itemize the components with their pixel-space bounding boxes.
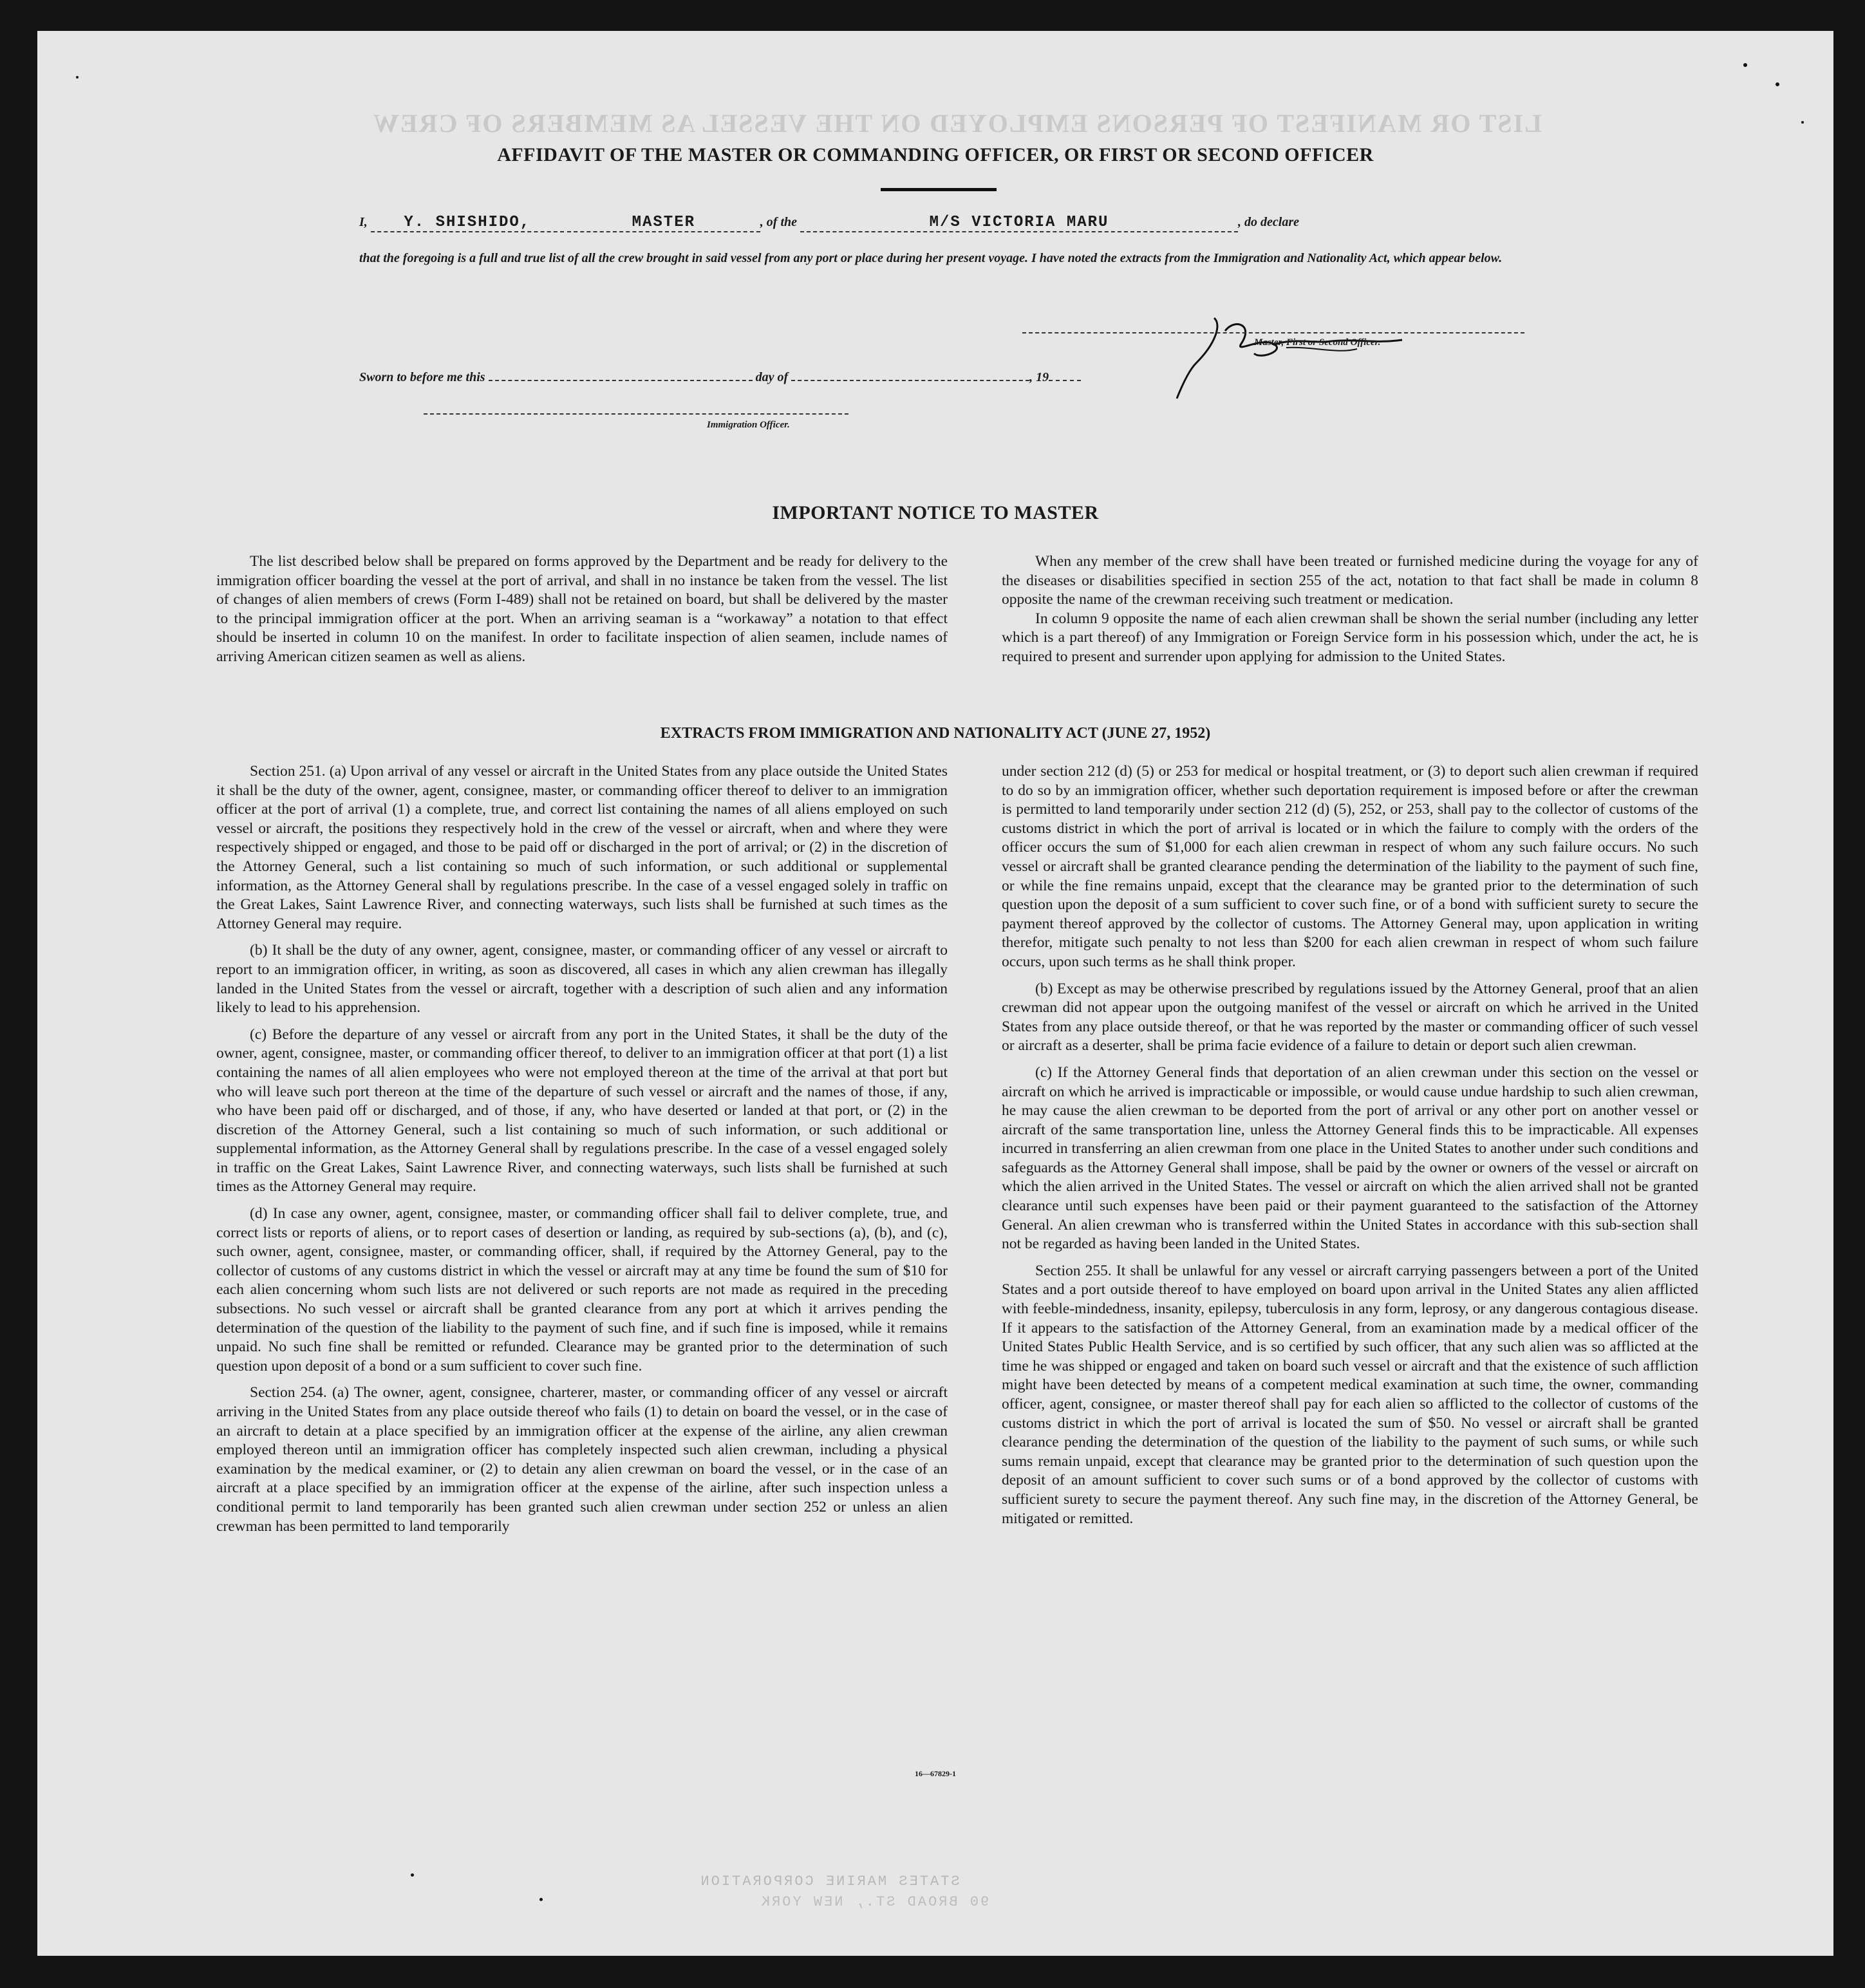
notice-title: IMPORTANT NOTICE TO MASTER	[772, 502, 1099, 523]
officer-rank-field[interactable]: MASTER	[567, 214, 760, 232]
extracts-title: EXTRACTS FROM IMMIGRATION AND NATIONALITY ACT (JUNE 27, 1952)	[660, 725, 1211, 742]
form-number: 16—67829-1	[915, 1769, 956, 1778]
notice-right-column	[1002, 552, 1698, 667]
notice-left-column	[216, 552, 948, 667]
sworn-year-field[interactable]	[1049, 364, 1081, 381]
immigration-officer-line[interactable]	[424, 413, 848, 415]
immigration-officer-caption: Immigration Officer.	[707, 420, 790, 430]
declaration-text: that the foregoing is a full and true list of all the crew brought in said vessel from any port or place during her present voyage. I have noted the extracts from the Immigration and Nationality Act, which appear below.	[359, 251, 1503, 265]
i-label: I,	[359, 215, 368, 229]
sworn-row	[359, 364, 1261, 385]
section-254c-paragraph: (c) If the Attorney General finds that deportation of an alien crewman under this section on the vessel or aircraft on which he arrived is impracticable or impossible, or would cause undue hardship to such alien crewman, he may cause the alien crewman to be deported from the port of arrival or any other port on another vessel or aircraft of the same transportation line, unless the Attorney General finds this to be impracticable. All expenses incurred in transferring an alien crewman from one place in the United States to another under such conditions and safeguards as the Attorney General shall impose, shall be paid by the owner or owners of the vessel or aircraft on which the alien arrived in the United States. The vessel or aircraft on which the alien arrived shall not be granted clearance until such expenses have been paid or their payment guaranteed to the satisfaction of the Attorney General. An alien crewman who is transferred within the United States in accordance with this sub-section shall not be regarded as having been landed in the United States.	[1002, 1064, 1698, 1253]
extracts-left-column	[216, 762, 948, 1544]
section-251d-paragraph: (d) In case any owner, agent, consignee, master, or commanding officer shall fail to deliver complete, true, and correct lists or reports of aliens, or to report cases of desertion or landing, as required by sub-sections (a), (b), and (c), such owner, agent, consignee, master, or commanding officer, shall, if required by the Attorney General, pay to the collector of customs of any customs district in which the vessel or aircraft may at any time be found the sum of $10 for each alien concerning whom such lists are not delivered or such reports are not made as required in the preceding subsections. No such vessel or aircraft shall be granted clearance from any port at which it arrives pending the determination of the question of the liability to the payment of such fine, and if such fine is imposed, while it remains unpaid. No such fine shall be remitted or refunded. Clearance may be granted prior to the determination of such question upon deposit of a bond or a sum sufficient to cover such fine.	[216, 1205, 948, 1374]
signature-caption: Master, First or Second Officer.	[1254, 337, 1381, 348]
section-255-paragraph: Section 255. It shall be unlawful for any vessel or aircraft carrying passengers between a port of the United States and a port outside thereof to have employed on board upon arrival in the United States any alien afflicted with feeble-mindedness, insanity, epilepsy, tuberculosis in any form, leprosy, or any dangerous contagious disease. If it appears to the satisfaction of the Attorney General, from an examination made by a medical officer of the United States Public Health Service, and is so certified by such officer, that any such alien was so afflicted at the time he was shipped or engaged and taken on board such vessel or aircraft and that the existence of such affliction might have been detected by means of a competent medical examination at such time, the owner, commanding officer, agent, consignee, or master thereof shall pay for each alien so afflicted to the collector of customs of the customs district in which the port of arrival is located the sum of $50. No vessel or aircraft shall be granted clearance pending the determination of the question of the liability to the payment of such sums, or while such sums remain unpaid, except that clearance may be granted prior to the determination of such question upon the deposit of an amount sufficient to cover such sums or of a bond approved by the collector of customs with sufficient surety to secure the payment thereof. Any such fine may, in the discretion of the Attorney General, be mitigated or remitted.	[1002, 1262, 1698, 1527]
signature-line[interactable]	[1022, 332, 1524, 333]
speck-mark	[1801, 121, 1804, 124]
year-label: , 19	[1029, 370, 1049, 384]
section-251a-paragraph: Section 251. (a) Upon arrival of any vessel or aircraft in the United States from any place outside the United States it shall be the duty of the owner, agent, consignee, master, or commanding officer thereof to deliver to an immigration officer at the port of arrival (1) a complete, true, and correct list containing the names of all aliens employed on such vessel or aircraft, the positions they respectively hold in the crew of the vessel or aircraft, when and where they were respectively shipped or engaged, and those to be paid off or discharged in the port of arrival; or (2) in the discretion of the Attorney General, such a list containing so much of such information, or such additional or supplemental information, as the Attorney General shall by regulations prescribe. In the case of a vessel engaged solely in traffic on the Great Lakes, Saint Lawrence River, and connecting waterways, such lists shall be furnished at such times as the Attorney General may require.	[216, 763, 948, 932]
day-of-label: day of	[755, 370, 789, 384]
title-rule	[881, 188, 997, 191]
declaration-row	[359, 214, 1582, 232]
affidavit-title: AFFIDAVIT OF THE MASTER OR COMMANDING OFFICER, OR FIRST OR SECOND OFFICER	[497, 144, 1374, 165]
bleed-through-footer: STATES MARINE CORPORATION	[698, 1873, 960, 1890]
sworn-label: Sworn to before me this	[359, 370, 485, 384]
signature-mark	[1164, 299, 1512, 402]
section-254a-continued: under section 212 (d) (5) or 253 for medical or hospital treatment, or (3) to deport such alien crewman if required to do so by an immigration officer, whether such deportation requirement is imposed before or after the crewman is permitted to land temporarily under section 212 (d) (5), 252, or 253, shall pay to the collector of customs of the customs district in which the port of arrival is located or in which the failure to comply with the orders of the officer occurs the sum of $1,000 for each alien crewman in respect of whom any such failure occurs. No such vessel or aircraft shall be granted clearance pending the determination of the liability to the payment of such fine, or while the fine remains unpaid, except that the clearance may be granted prior to the determination of such question upon the deposit of a sum sufficient to cover such fine, or of a bond with sufficient surety to secure the payment thereof approved by the collector of customs. The Attorney General may, upon application in writing therefor, mitigate such penalty to not less than $200 for each alien crewman in respect of whom such failure occurs, upon such terms as he shall think proper.	[1002, 763, 1698, 970]
speck-mark	[1743, 63, 1747, 67]
section-254b-paragraph: (b) Except as may be otherwise prescribed by regulations issued by the Attorney General, proof that an alien crewman did not appear upon the outgoing manifest of the vessel or aircraft on which he arrived in the United States from any place outside thereof, or that he was reported by the master or commanding officer of such vessel or aircraft as a deserter, shall be prima facie evidence of a failure to detain or deport such alien crewman.	[1002, 980, 1698, 1055]
notice-paragraph: The list described below shall be prepared on forms approved by the Department and be ready for delivery to the immigration officer boarding the vessel at the port of arrival, and shall in no instance be taken from the vessel. The list of changes of alien members of crews (Form I-489) shall not be retained on board, but shall be delivered by the master to the principal immigration officer at the port. When an arriving seaman is a “workaway” a notation to that effect should be inserted in column 10 on the manifest. In order to facilitate inspection of alien seamen, include names of arriving American citizen seamen as well as aliens.	[216, 553, 948, 665]
speck-mark	[76, 76, 79, 79]
bleed-through-footer-address: 90 BROAD ST., NEW YORK	[759, 1894, 989, 1910]
document-page	[37, 31, 1833, 1956]
speck-mark	[1776, 82, 1779, 86]
speck-mark	[539, 1898, 543, 1901]
officer-name-field[interactable]: Y. SHISHIDO,	[371, 214, 564, 232]
sworn-day-field[interactable]	[489, 364, 753, 381]
notice-paragraph: In column 9 opposite the name of each alien crewman shall be shown the serial number (including any letter which is a part thereof) of any Immigration or Foreign Service form in his possession which, under the act, he is required to present and surrender upon applying for admission to the United States.	[1002, 610, 1698, 665]
of-the-label: , of the	[760, 215, 798, 229]
section-254a-paragraph: Section 254. (a) The owner, agent, consignee, charterer, master, or commanding officer of any vessel or aircraft arriving in the United States from any place outside thereof who fails (1) to detain on board the vessel, or in the case of an aircraft to detain at a place specified by an immigration officer at the expense of the airline, any alien crewman employed thereon until an immigration officer has completely inspected such alien crewman, including a physical examination by the medical examiner, or (2) to detain any alien crewman on board the vessel, or in the case of an aircraft at a place specified by an immigration officer at the expense of the airline, after such inspection unless a conditional permit to land temporarily has been granted such alien crewman under section 252 or unless an alien crewman has been permitted to land temporarily	[216, 1384, 948, 1535]
notice-paragraph: When any member of the crew shall have been treated or furnished medicine during the voyage for any of the diseases or disabilities specified in section 255 of the act, notation to that fact shall be made in column 8 opposite the name of the crewman receiving such treatment or medication.	[1002, 553, 1698, 608]
section-251b-paragraph: (b) It shall be the duty of any owner, agent, consignee, master, or commanding officer of any vessel or aircraft to report to an immigration officer, in writing, as soon as discovered, all cases in which any alien crewman has illegally landed in the United States from the vessel or aircraft, together with a description of such alien and any information likely to lead to his apprehension.	[216, 942, 948, 1017]
speck-mark	[411, 1873, 414, 1877]
extracts-right-column	[1002, 762, 1698, 1536]
vessel-name-field[interactable]: M/S VICTORIA MARU	[800, 214, 1238, 232]
section-251c-paragraph: (c) Before the departure of any vessel or aircraft from any port in the United States, it shall be the duty of the owner, agent, consignee, master, or commanding officer thereof, to deliver to an immigration officer at that port (1) a list containing the names of all alien employees who were not employed thereon at the time of the arrival at that port but who will leave such port thereon at the time of the departure of such vessel or aircraft and the names of those, if any, who have been paid off or discharged, and of those, if any, who have deserted or landed at that port, or (2) in the discretion of the Attorney General, such a list containing so much of such information, or such additional or supplemental information, as the Attorney General shall by regulations prescribe. In the case of a vessel engaged solely in traffic on the Great Lakes, Saint Lawrence River, and connecting waterways, such lists shall be furnished at such times as the Attorney General may require.	[216, 1026, 948, 1196]
sworn-month-field[interactable]	[791, 364, 1029, 381]
bleed-through-header: LIST OR MANIFEST OF PERSONS EMPLOYED ON THE VESSEL AS MEMBERS OF CREW	[372, 109, 1542, 138]
do-declare-label: , do declare	[1238, 215, 1299, 229]
